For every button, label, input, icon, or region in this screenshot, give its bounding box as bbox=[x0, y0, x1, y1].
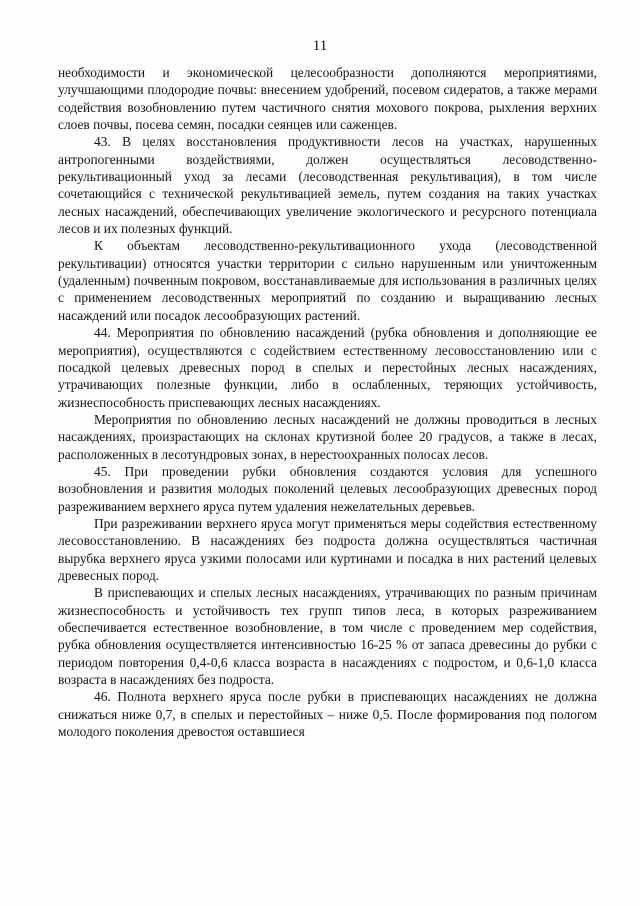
page-number: 11 bbox=[312, 38, 328, 54]
document-body bbox=[58, 64, 597, 740]
paragraph-continuation: необходимости и экономической целесообразности дополняются мероприятиями, улучшающими плодородие почвы: внесением удобрений, посевом сидератов, а также мерами содействия возобновлению путем частичного снятия мохового покрова, рыхления верхних слоев почвы, посева семян, посадки сеянцев или саженцев. bbox=[58, 65, 597, 133]
paragraph-item-44: 44. Мероприятия по обновлению насаждений (рубка обновления и дополняющие ее мероприятия), осуществляются с содействием естественному лесовосстановлению или с посадкой целевых древесных пород в спелых и перестойных лесных насаждениях, утрачивающих полезные функции, либо в ослабленных, теряющих устойчивость, жизнеспособность приспевающих лесных насаждениях. bbox=[58, 325, 597, 410]
paragraph-item-45: 45. При проведении рубки обновления создаются условия для успешного возобновления и развития молодых поколений целевых лесообразующих древесных пород разреживанием верхнего яруса путем удаления нежелательных деревьев. bbox=[58, 463, 597, 514]
paragraph-renewal-restrictions: Мероприятия по обновлению лесных насаждений не должны проводиться в лесных насаждениях, произрастающих на склонах крутизной более 20 градусов, а также в лесах, расположенных в лесотундровых зонах, в нерестоохранных полосах лесов. bbox=[58, 411, 597, 462]
paragraph-item-43: 43. В целях восстановления продуктивности лесов на участках, нарушенных антропогенными воздействиями, должен осуществляться лесоводственно-рекультивационный уход за лесами (лесоводственная рекультивация), в том числе сочетающийся с технической рекультивацией земель, путем создания на таких участках лесных насаждений, обеспечивающих увеличение экологического и ресурсного потенциала лесов и их полезных функций. bbox=[58, 134, 597, 237]
paragraph-thinning-measures: При разреживании верхнего яруса могут применяться меры содействия естественному лесовосстановлению. В насаждениях без подроста должна осуществляться частичная вырубка верхнего яруса узкими полосами или куртинами и посадка в них растений целевых древесных пород. bbox=[58, 515, 597, 583]
paragraph-reclamation-objects: К объектам лесоводственно-рекультивационного ухода (лесоводственной рекультивации) относятся участки территории с сильно нарушенным или уничтоженным (удаленным) почвенным покровом, восстанавливаемые для использования в различных целях с применением лесоводственных мероприятий по созданию и выращиванию лесных насаждений или посадок лесообразующих растений. bbox=[58, 238, 597, 323]
paragraph-renewal-intensity: В приспевающих и спелых лесных насаждениях, утрачивающих по разным причинам жизнеспособность и устойчивость тех групп типов леса, в которых разреживанием обеспечивается естественное возобновление, в том числе с проведением мер содействия, рубка обновления осуществляется интенсивностью 16-25 % от запаса древесины до рубки с периодом повторения 0,4-0,6 класса возраста в насаждениях с подростом, и 0,6-1,0 класса возраста в насаждениях без подроста. bbox=[58, 585, 597, 688]
paragraph-item-46: 46. Полнота верхнего яруса после рубки в приспевающих насаждениях не должна снижаться ниже 0,7, в спелых и перестойных – ниже 0,5. После формирования под пологом молодого поколения древостоя оставшиеся bbox=[58, 689, 597, 740]
